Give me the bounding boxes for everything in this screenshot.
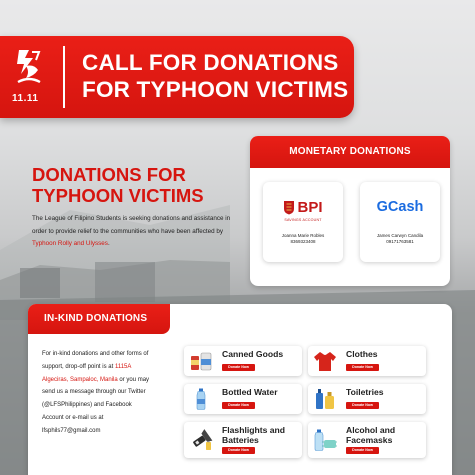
dropoff-address: 1115A Algeciras, Sampaloc, Manila [42,363,132,383]
donation-item-name: Bottled Water [222,387,278,397]
header-banner [0,36,354,118]
donate-now-button-canned-goods[interactable]: Donate Now [222,364,255,371]
donation-item-toiletries[interactable] [308,384,426,414]
donation-item-clothes[interactable] [308,346,426,376]
gcash-account-name: James Carwyn Candila [376,233,424,238]
clothes-icon [313,350,337,372]
bpi-crest-icon [283,200,295,215]
donate-now-button-alcohol-facemasks[interactable]: Donate Now [346,447,379,454]
donation-item-name: Flashlights and Batteries [222,425,286,445]
intro-heading-line2: TYPHOON VICTIMS [32,185,204,206]
monetary-donations-card [250,136,450,286]
gcash-brand: GCash [376,199,424,215]
donation-item-canned-goods[interactable] [184,346,302,376]
bottled-water-icon [189,388,213,410]
donate-now-button-toiletries[interactable]: Donate Now [346,402,379,409]
inkind-instructions-body: For in-kind donations and other forms of support, drop-off point is at [42,351,149,370]
bpi-logo [263,197,343,217]
donation-item-name: Toiletries [346,387,384,397]
inkind-instructions-contact: or you may send us a message through our Twitter (@LFSPhilippines) and Facebook Account or e-mail us at lfsphils77@gmail.com [42,376,150,434]
gcash-account-number: 09171763581 [386,239,414,244]
flashlight-icon [189,429,213,451]
donation-item-name: Canned Goods [222,349,284,359]
page-title-line2: FOR TYPHOON VICTIMS [82,77,349,102]
inkind-instructions [42,348,154,438]
intro-heading [32,164,252,206]
intro-heading-line1: DONATIONS FOR [32,164,186,185]
donate-now-button-clothes[interactable]: Donate Now [346,364,379,371]
donation-item-name: Alcohol and Facemasks [346,425,396,445]
inkind-donations-title: IN-KIND DONATIONS [28,304,170,334]
donation-item-flashlights-batteries[interactable] [184,422,302,458]
page-title-line1: CALL FOR DONATIONS [82,50,339,75]
monetary-donations-title: MONETARY DONATIONS [250,136,450,168]
banner-divider [63,46,65,108]
gcash-account-card[interactable] [360,182,440,262]
inkind-donations-card [28,304,452,475]
bpi-brand: BPI [297,198,323,216]
logo-date: 11.11 [12,93,39,104]
lfs-logo-icon [12,46,46,90]
toiletries-icon [313,388,337,410]
donate-now-button-bottled-water[interactable]: Donate Now [222,402,255,409]
page-title [82,49,352,103]
alcohol-icon [313,429,337,451]
bpi-account-number: 8369323408 [290,239,316,244]
intro-text-body: The League of Filipino Students is seeking donations and assistance in order to provide relief to the communities who have been affected by [32,215,231,235]
donation-item-alcohol-facemasks[interactable] [308,422,426,458]
donation-item-bottled-water[interactable] [184,384,302,414]
bpi-account-type: SAVINGS ACCOUNT [284,218,322,222]
intro-text-end: . [107,240,110,247]
bpi-account-card[interactable] [263,182,343,262]
canned-goods-icon [189,350,213,372]
intro-text-highlight: Typhoon Rolly and Ulysses [32,240,108,247]
donate-now-button-flashlights-batteries[interactable]: Donate Now [222,447,255,454]
intro-text [32,213,232,251]
bpi-account-name: Joanna Marie Robles [281,233,325,238]
donation-item-name: Clothes [346,349,378,359]
